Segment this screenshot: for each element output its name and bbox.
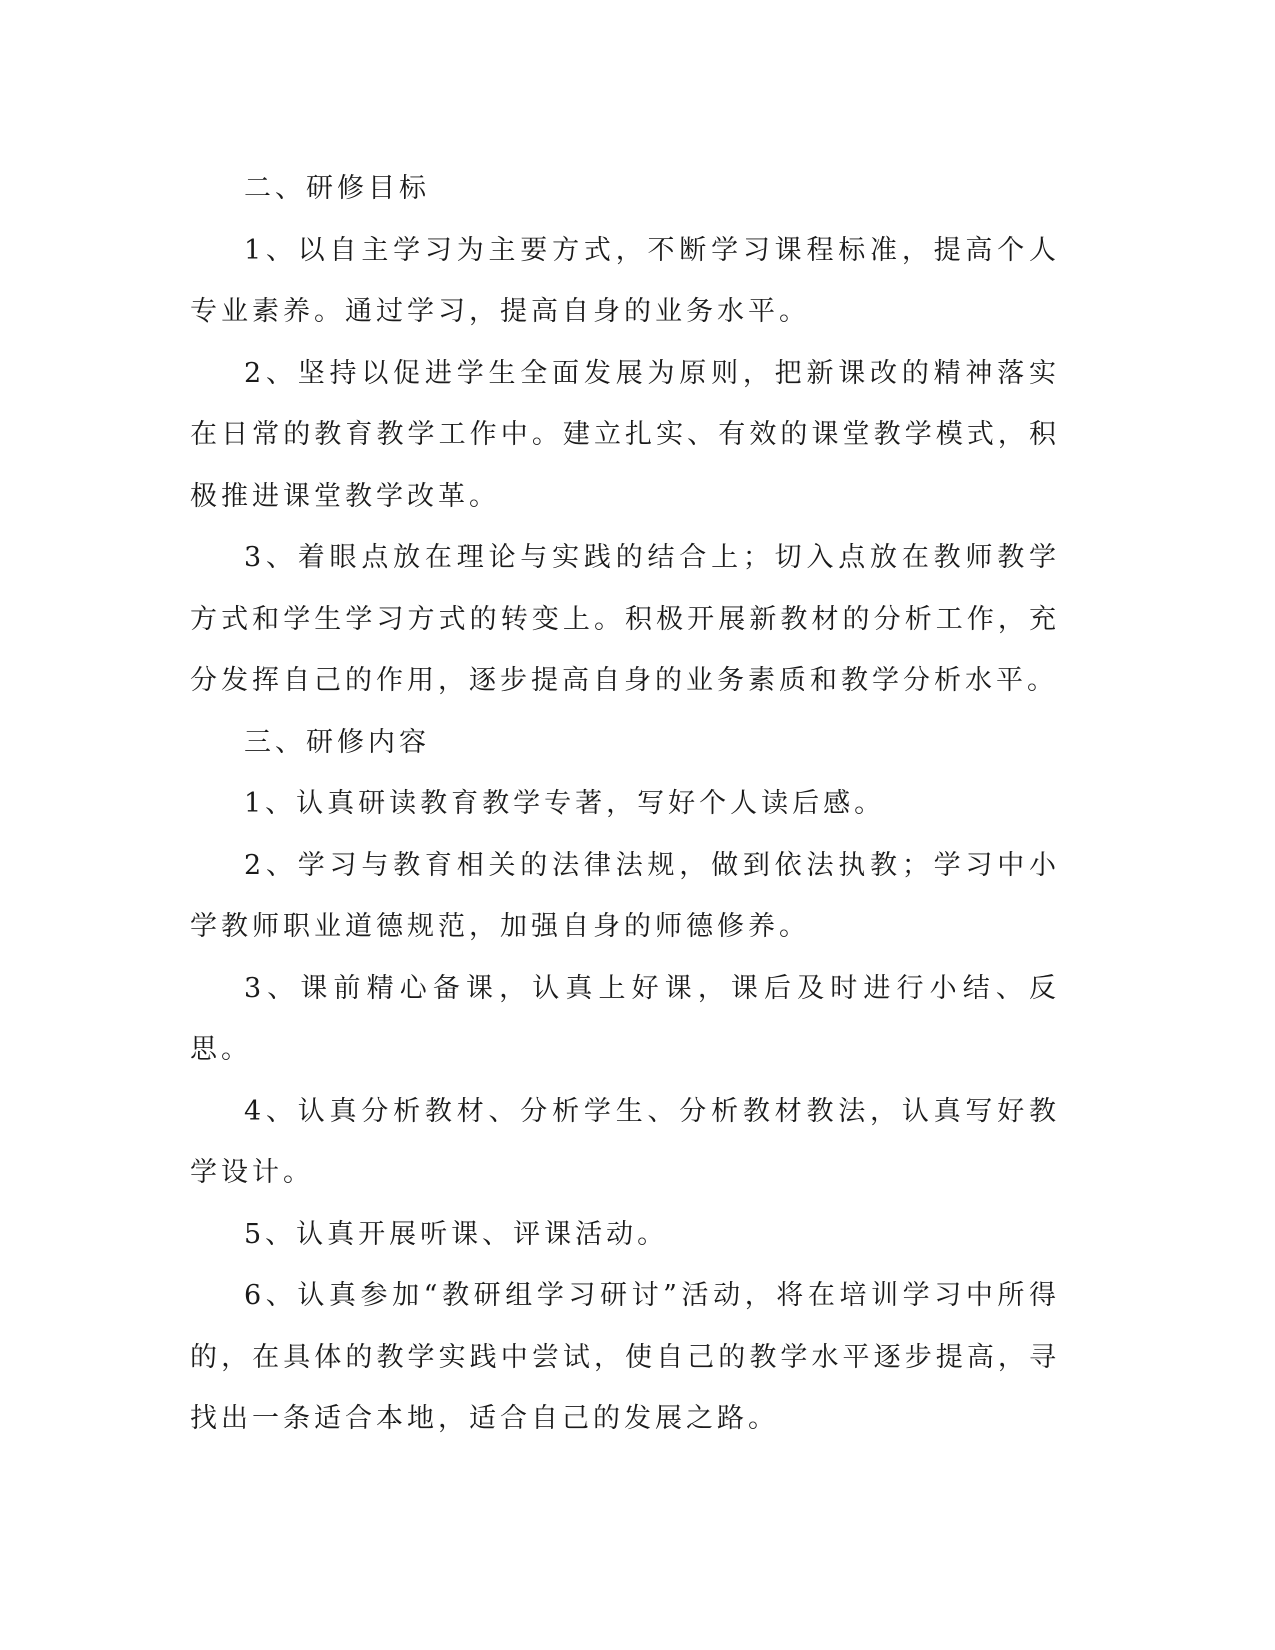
paragraph-goal-2: 2、坚持以促进学生全面发展为原则，把新课改的精神落实在日常的教育教学工作中。建立扎实、有效的课堂教学模式，积极推进课堂教学改革。 — [190, 357, 1060, 512]
paragraph-content-4: 4、认真分析教材、分析学生、分析教材教法，认真写好教学设计。 — [190, 1095, 1060, 1188]
paragraph-content-6: 6、认真参加“教研组学习研讨”活动，将在培训学习中所得的，在具体的教学实践中尝试，使自己的教学水平逐步提高，寻找出一条适合本地，适合自己的发展之路。 — [190, 1280, 1060, 1434]
paragraph-content-3: 3、课前精心备课，认真上好课，课后及时进行小结、反思。 — [190, 972, 1060, 1065]
paragraph-goal-3: 3、着眼点放在理论与实践的结合上；切入点放在教师教学方式和学生学习方式的转变上。积极开展新教材的分析工作，充分发挥自己的作用，逐步提高自身的业务素质和教学分析水平。 — [190, 542, 1060, 696]
document-body — [190, 158, 1060, 1450]
paragraph-content-1: 1、认真研读教育教学专著，写好个人读后感。 — [244, 788, 886, 819]
paragraph-goal-1: 1、以自主学习为主要方式，不断学习课程标准，提高个人专业素养。通过学习，提高自身的业务水平。 — [190, 234, 1060, 327]
section-heading-content: 三、研修内容 — [244, 726, 430, 758]
paragraph-content-2: 2、学习与教育相关的法律法规，做到依法执教；学习中小学教师职业道德规范，加强自身的师德修养。 — [190, 849, 1060, 942]
paragraph-content-5: 5、认真开展听课、评课活动。 — [244, 1218, 669, 1250]
section-heading-goals: 二、研修目标 — [244, 173, 430, 204]
